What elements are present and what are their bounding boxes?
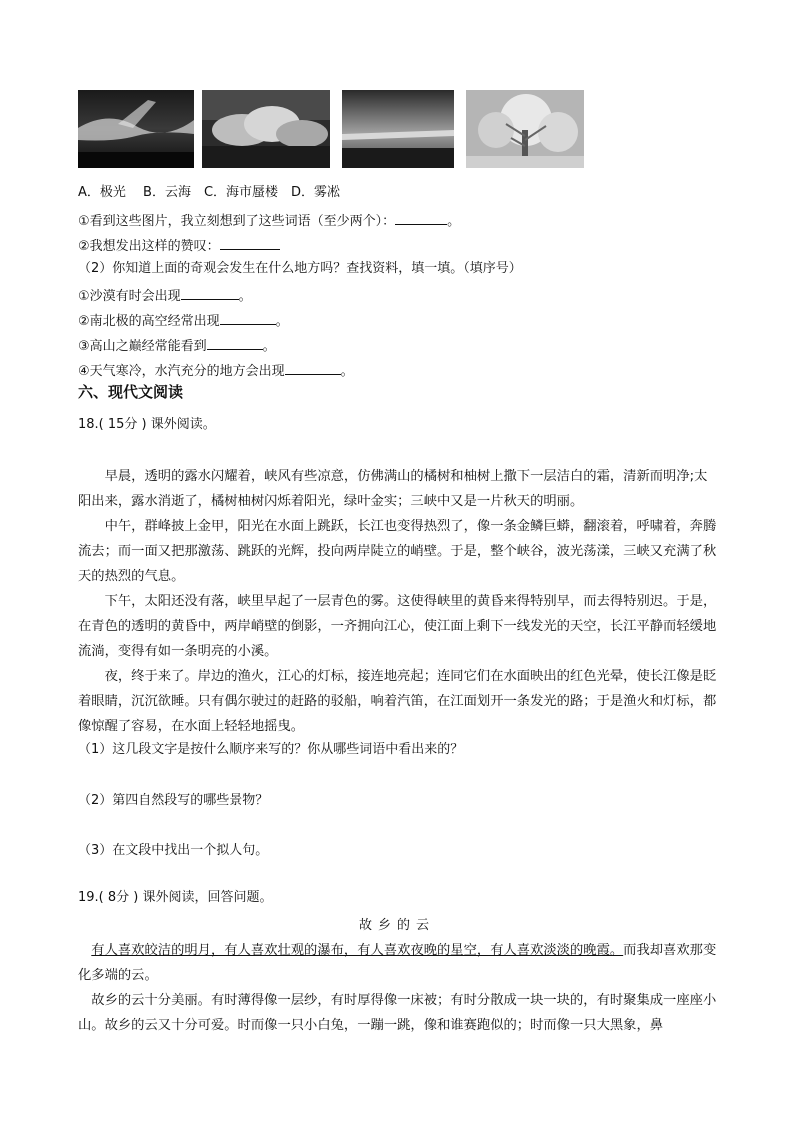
q17-s1-text: ①看到这些图片，我立刻想到了这些词语（至少两个）： bbox=[78, 214, 396, 229]
q18-para-3: 下午，太阳还没有落，峡里早起了一层青色的雾。这使得峡里的黄昏来得特别早，而去得特别迟。于是，在青色的透明的黄昏中，两岸峭壁的倒影，一齐拥向江心，使江面上剩下一线发光的天空，长江平静而轻缓地流淌，变得有如一条明亮的小溪。 bbox=[78, 594, 717, 659]
q19-para-1-rest: 而我却喜欢那变化多端的云。 bbox=[78, 943, 717, 983]
q17-s1-end: 。 bbox=[447, 214, 461, 229]
q18-sub-2: （2）第四自然段写的哪些景物？ bbox=[78, 793, 269, 808]
aurora-photo bbox=[78, 90, 194, 168]
q19-para-1 bbox=[78, 938, 718, 988]
q17-part2-item-1 bbox=[78, 285, 252, 306]
q19-para-2: 故乡的云十分美丽。有时薄得像一层纱，有时厚得像一床被；有时分散成一块一块的，有时聚集成一座座小山。故乡的云又十分可爱。时而像一只小白兔，一蹦一跳，像和谁赛跑似的；时而像一只大黑象，鼻 bbox=[78, 993, 717, 1033]
q17-part2-title: （2）你知道上面的奇观会发生在什么地方吗？查找资料，填一填。（填序号） bbox=[78, 261, 522, 276]
answer-blank[interactable] bbox=[395, 210, 447, 225]
q19-header: 19.( 8分 ) 课外阅读，回答问题。 bbox=[78, 890, 273, 905]
period: 。 bbox=[275, 314, 289, 329]
q18-header: 18.( 15分 ) 课外阅读。 bbox=[78, 417, 216, 432]
q17-part2-item-3 bbox=[78, 335, 276, 356]
q17-options: A．极光 B．云海 C．海市蜃楼 D．雾凇 bbox=[78, 185, 341, 200]
period: 。 bbox=[262, 339, 276, 354]
q19-passage-title: 故乡的云 bbox=[358, 918, 435, 933]
period: 。 bbox=[340, 364, 354, 379]
q17-part2-item-2 bbox=[78, 310, 289, 331]
period: 。 bbox=[238, 289, 252, 304]
q17-s2-text: ②我想发出这样的赞叹： bbox=[78, 239, 220, 254]
mirage-photo bbox=[342, 90, 454, 168]
q18-sub-1: （1）这几段文字是按什么顺序来写的？你从哪些词语中看出来的？ bbox=[78, 742, 464, 757]
answer-blank[interactable] bbox=[220, 310, 276, 325]
q18-para-2: 中午，群峰披上金甲，阳光在水面上跳跃，长江也变得热烈了，像一条金鳞巨蟒，翻滚着，呼啸着，奔腾流去；而一面又把那激荡、跳跃的光辉，投向两岸陡立的峭壁。于是，整个峡谷，波光荡漾，三峡又充满了秋天的热烈的气息。 bbox=[78, 519, 717, 584]
q19-underlined-sentence: 有人喜欢皎洁的明月，有人喜欢壮观的瀑布，有人喜欢夜晚的星空，有人喜欢淡淡的晚霞。 bbox=[91, 943, 624, 958]
q17-sentence-2 bbox=[78, 235, 280, 256]
q17-sentence-1 bbox=[78, 210, 460, 231]
section-6-heading: 六、现代文阅读 bbox=[78, 383, 184, 401]
q17-p2-i4: ④天气寒冷，水汽充分的地方会出现 bbox=[78, 364, 285, 379]
sea-of-clouds-photo bbox=[202, 90, 330, 168]
q17-p2-i1: ①沙漠有时会出现 bbox=[78, 289, 181, 304]
q17-p2-i2: ②南北极的高空经常出现 bbox=[78, 314, 220, 329]
answer-blank[interactable] bbox=[207, 335, 263, 350]
q17-part2-item-4 bbox=[78, 360, 354, 381]
answer-blank[interactable] bbox=[220, 235, 280, 250]
rime-frost-photo bbox=[466, 90, 584, 168]
answer-blank[interactable] bbox=[285, 360, 341, 375]
q17-p2-i3: ③高山之巅经常能看到 bbox=[78, 339, 207, 354]
answer-blank[interactable] bbox=[181, 285, 239, 300]
q18-para-1: 早晨，透明的露水闪耀着，峡风有些凉意，仿佛满山的橘树和柚树上撒下一层洁白的霜，清新而明净;太阳出来，露水消逝了，橘树柚树闪烁着阳光，绿叶金实；三峡中又是一片秋天的明丽。 bbox=[78, 469, 708, 509]
q18-sub-3: （3）在文段中找出一个拟人句。 bbox=[78, 843, 269, 858]
q18-para-4: 夜，终于来了。岸边的渔火，江心的灯标，接连地亮起；连同它们在水面映出的红色光晕，使长江像是眨着眼睛，沉沉欲睡。只有偶尔驶过的赶路的驳船，响着汽笛，在江面划开一条发光的路；于是渔火和灯标，都像惊醒了容易，在水面上轻轻地摇曳。 bbox=[78, 669, 717, 734]
